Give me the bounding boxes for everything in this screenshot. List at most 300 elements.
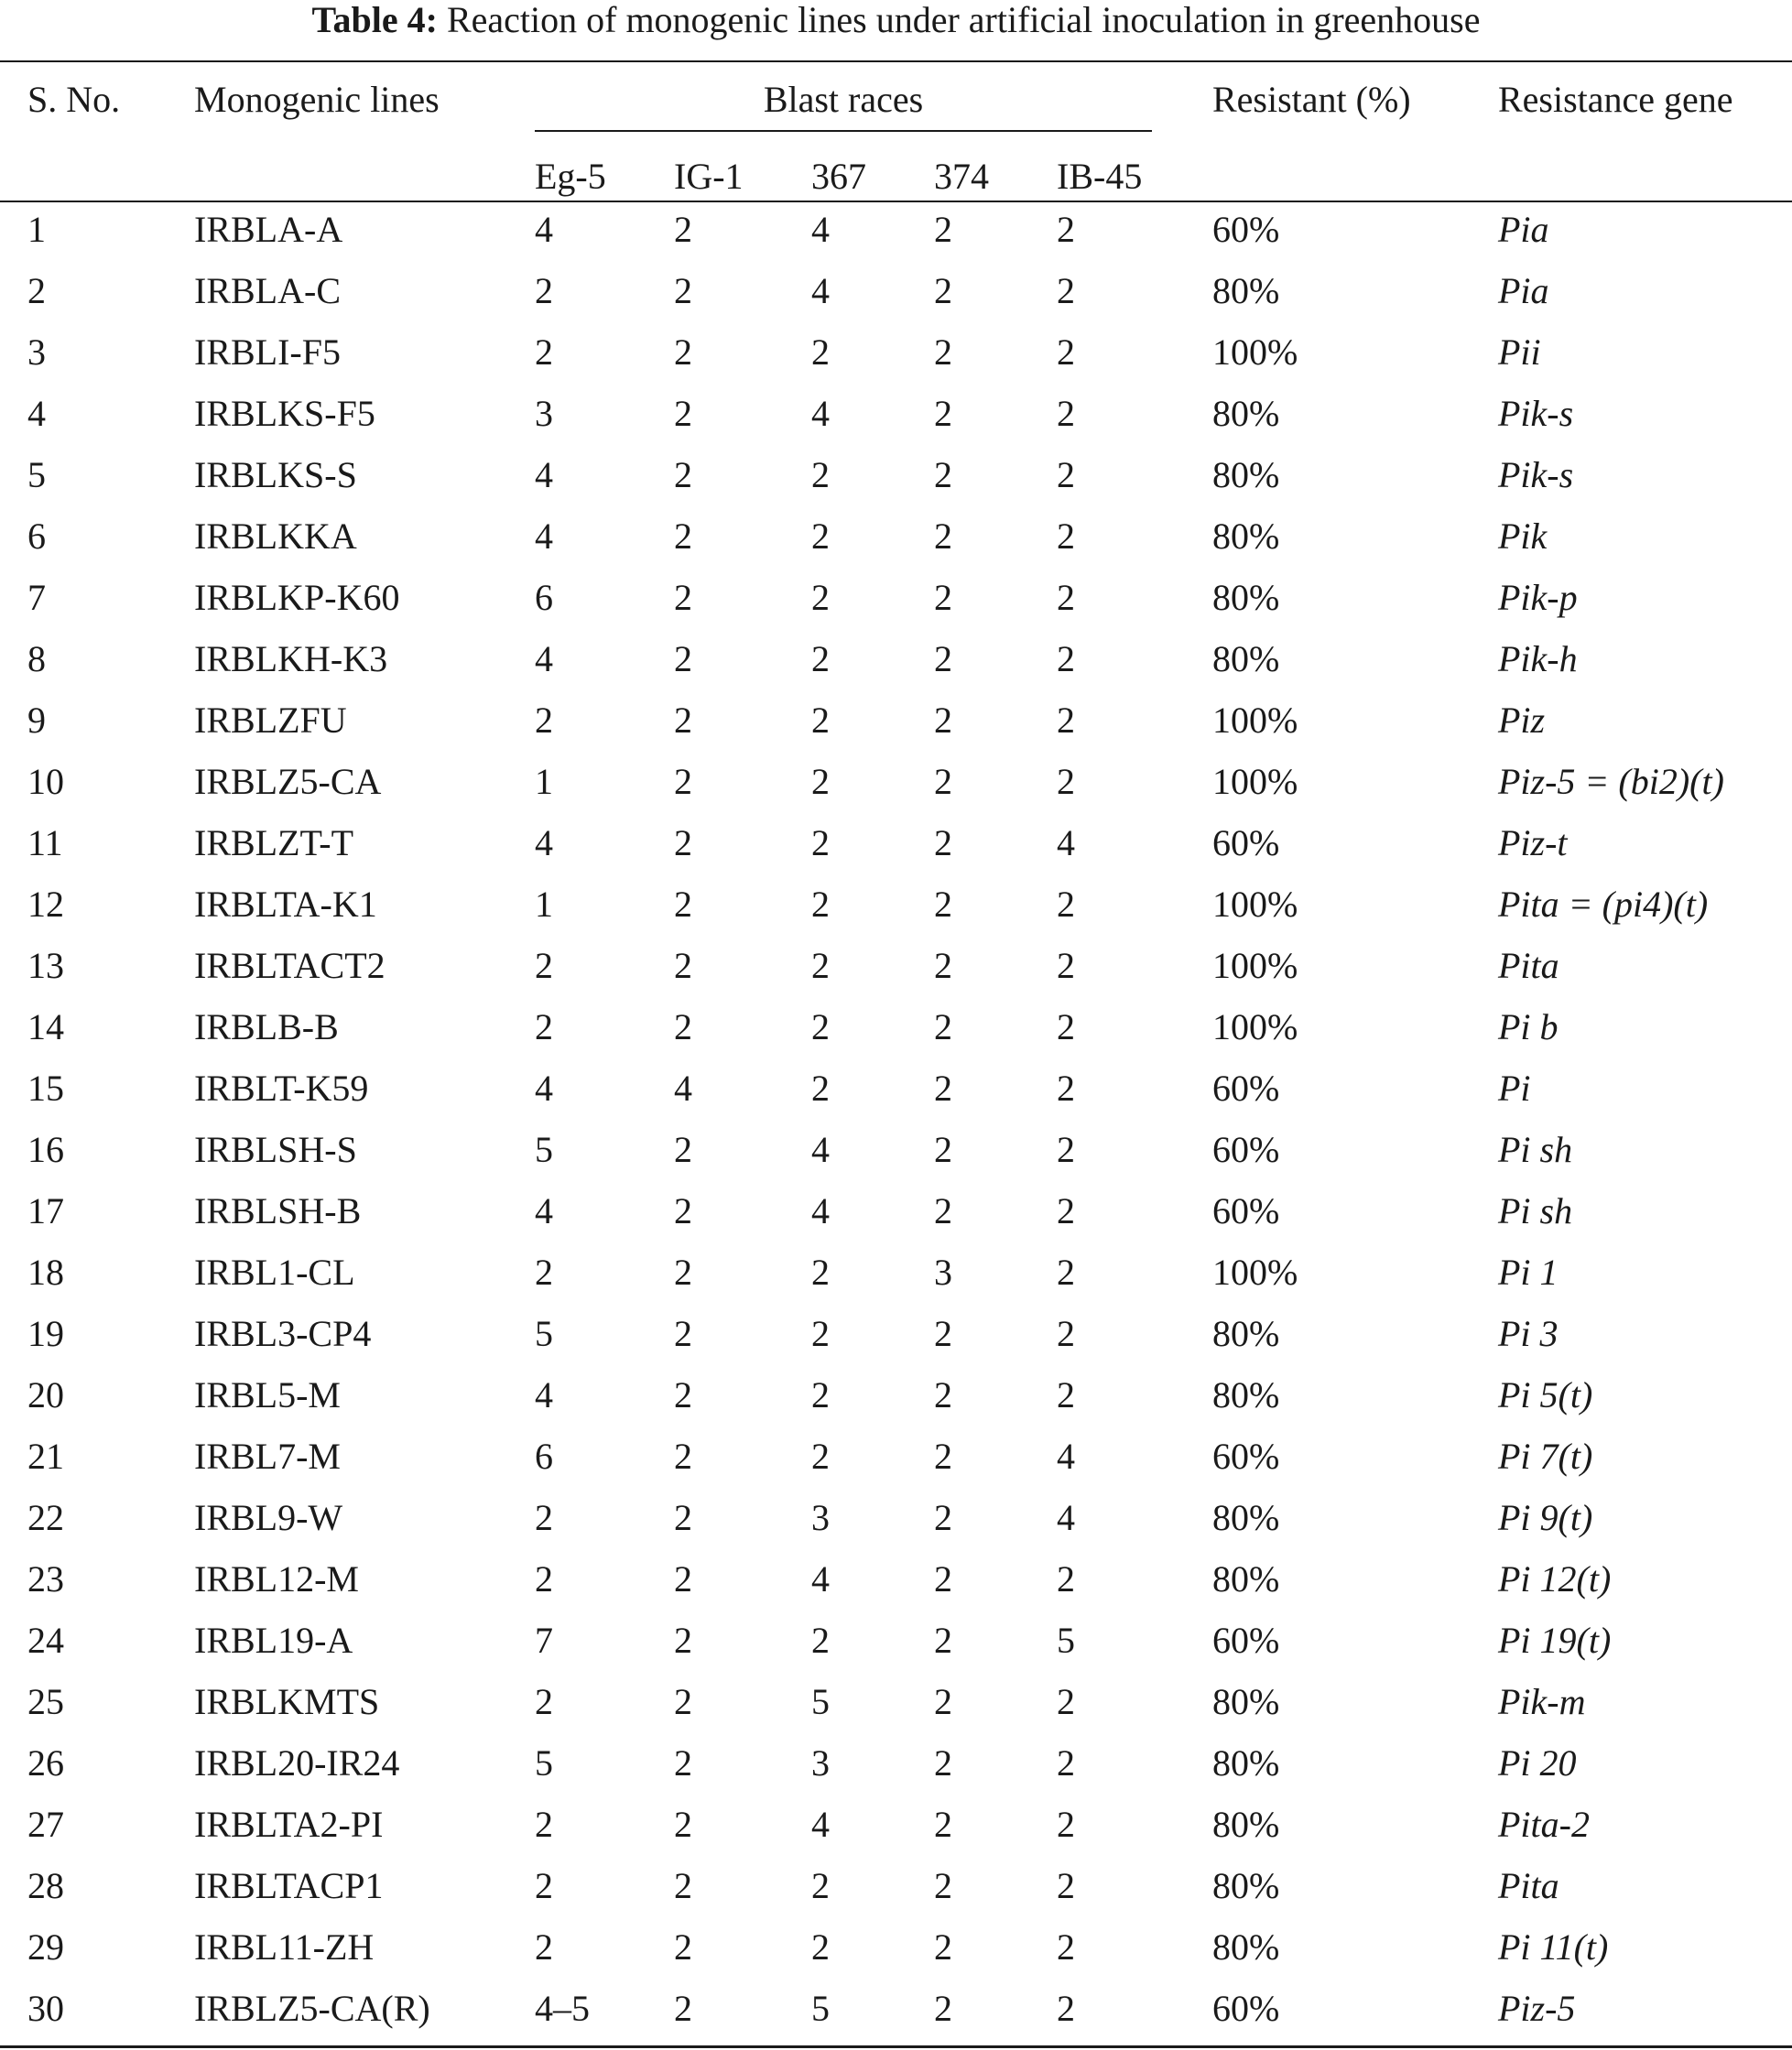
cell-sno: 18 bbox=[27, 1252, 64, 1293]
cell-resistant: 100% bbox=[1212, 1252, 1298, 1293]
table-row bbox=[0, 1804, 1792, 1865]
cell-race-367: 2 bbox=[811, 1313, 830, 1354]
cell-race-374: 2 bbox=[934, 270, 952, 311]
cell-monogenic-line: IRBLZFU bbox=[194, 700, 347, 741]
cell-sno: 26 bbox=[27, 1742, 64, 1784]
cell-race-ig1: 2 bbox=[674, 515, 692, 557]
table-row bbox=[0, 884, 1792, 945]
cell-race-eg5: 2 bbox=[535, 331, 553, 373]
cell-race-374: 2 bbox=[934, 1988, 952, 2029]
cell-race-ig1: 2 bbox=[674, 577, 692, 618]
cell-resistant: 80% bbox=[1212, 1742, 1280, 1784]
cell-race-eg5: 2 bbox=[535, 1497, 553, 1538]
cell-race-ig1: 2 bbox=[674, 1620, 692, 1661]
cell-monogenic-line: IRBLA-C bbox=[194, 270, 341, 311]
cell-resistant: 80% bbox=[1212, 393, 1280, 434]
cell-race-367: 5 bbox=[811, 1988, 830, 2029]
cell-race-eg5: 2 bbox=[535, 1558, 553, 1600]
cell-race-ig1: 2 bbox=[674, 638, 692, 679]
cell-monogenic-line: IRBLTACT2 bbox=[194, 945, 386, 986]
cell-race-374: 2 bbox=[934, 454, 952, 495]
cell-monogenic-line: IRBL20-IR24 bbox=[194, 1742, 400, 1784]
cell-resistance-gene: Pi 5(t) bbox=[1498, 1374, 1593, 1415]
cell-race-ig1: 2 bbox=[674, 1374, 692, 1415]
cell-race-ib45: 2 bbox=[1057, 1006, 1075, 1047]
cell-race-374: 2 bbox=[934, 577, 952, 618]
cell-race-ib45: 5 bbox=[1057, 1620, 1075, 1661]
cell-race-374: 2 bbox=[934, 822, 952, 863]
header-race-ig1: IG-1 bbox=[674, 156, 744, 197]
cell-resistance-gene: Pi sh bbox=[1498, 1190, 1573, 1231]
cell-sno: 1 bbox=[27, 209, 46, 250]
cell-resistant: 100% bbox=[1212, 884, 1298, 925]
table-row bbox=[0, 331, 1792, 393]
cell-resistant: 100% bbox=[1212, 331, 1298, 373]
cell-race-374: 2 bbox=[934, 1497, 952, 1538]
cell-monogenic-line: IRBL5-M bbox=[194, 1374, 341, 1415]
cell-race-ig1: 2 bbox=[674, 945, 692, 986]
table-top-rule bbox=[0, 60, 1792, 62]
cell-race-ib45: 2 bbox=[1057, 638, 1075, 679]
cell-race-367: 4 bbox=[811, 393, 830, 434]
cell-resistance-gene: Pi 7(t) bbox=[1498, 1436, 1593, 1477]
cell-race-ig1: 2 bbox=[674, 700, 692, 741]
cell-race-ig1: 2 bbox=[674, 884, 692, 925]
cell-resistance-gene: Pi 12(t) bbox=[1498, 1558, 1612, 1600]
cell-sno: 3 bbox=[27, 331, 46, 373]
cell-resistant: 80% bbox=[1212, 270, 1280, 311]
cell-race-367: 4 bbox=[811, 209, 830, 250]
cell-race-eg5: 5 bbox=[535, 1742, 553, 1784]
cell-resistant: 60% bbox=[1212, 1129, 1280, 1170]
cell-monogenic-line: IRBLKH-K3 bbox=[194, 638, 388, 679]
cell-monogenic-line: IRBLKKA bbox=[194, 515, 357, 557]
cell-race-ig1: 2 bbox=[674, 1497, 692, 1538]
cell-race-ib45: 2 bbox=[1057, 1681, 1075, 1722]
cell-resistance-gene: Pi 20 bbox=[1498, 1742, 1577, 1784]
cell-resistant: 100% bbox=[1212, 945, 1298, 986]
table-row bbox=[0, 1620, 1792, 1681]
cell-race-367: 3 bbox=[811, 1742, 830, 1784]
cell-race-374: 2 bbox=[934, 1742, 952, 1784]
cell-race-ib45: 2 bbox=[1057, 1252, 1075, 1293]
cell-sno: 13 bbox=[27, 945, 64, 986]
cell-race-ig1: 2 bbox=[674, 1558, 692, 1600]
cell-resistance-gene: Piz-5 = (bi2)(t) bbox=[1498, 761, 1724, 802]
cell-monogenic-line: IRBL19-A bbox=[194, 1620, 353, 1661]
cell-race-ib45: 2 bbox=[1057, 209, 1075, 250]
cell-race-374: 2 bbox=[934, 761, 952, 802]
cell-resistant: 60% bbox=[1212, 1190, 1280, 1231]
cell-sno: 11 bbox=[27, 822, 63, 863]
cell-race-ib45: 2 bbox=[1057, 270, 1075, 311]
cell-race-367: 4 bbox=[811, 1190, 830, 1231]
cell-sno: 19 bbox=[27, 1313, 64, 1354]
cell-race-eg5: 6 bbox=[535, 1436, 553, 1477]
table-row bbox=[0, 1006, 1792, 1068]
cell-race-367: 2 bbox=[811, 1865, 830, 1906]
header-race-374: 374 bbox=[934, 156, 989, 197]
cell-race-367: 4 bbox=[811, 1804, 830, 1845]
cell-race-eg5: 2 bbox=[535, 1006, 553, 1047]
table-row bbox=[0, 1988, 1792, 2049]
cell-sno: 15 bbox=[27, 1068, 64, 1109]
cell-race-ig1: 2 bbox=[674, 1190, 692, 1231]
cell-race-eg5: 4 bbox=[535, 515, 553, 557]
cell-resistance-gene: Pik-s bbox=[1498, 454, 1574, 495]
cell-resistant: 80% bbox=[1212, 515, 1280, 557]
cell-race-eg5: 7 bbox=[535, 1620, 553, 1661]
cell-race-eg5: 4–5 bbox=[535, 1988, 590, 2029]
table-row bbox=[0, 454, 1792, 515]
cell-resistant: 100% bbox=[1212, 1006, 1298, 1047]
cell-race-367: 2 bbox=[811, 700, 830, 741]
cell-race-374: 3 bbox=[934, 1252, 952, 1293]
table-row bbox=[0, 577, 1792, 638]
cell-race-eg5: 4 bbox=[535, 1374, 553, 1415]
cell-resistant: 100% bbox=[1212, 761, 1298, 802]
table-row bbox=[0, 822, 1792, 884]
cell-sno: 14 bbox=[27, 1006, 64, 1047]
cell-race-ib45: 2 bbox=[1057, 515, 1075, 557]
cell-sno: 4 bbox=[27, 393, 46, 434]
cell-resistance-gene: Pi 11(t) bbox=[1498, 1926, 1609, 1968]
cell-race-eg5: 2 bbox=[535, 945, 553, 986]
cell-race-ib45: 2 bbox=[1057, 1558, 1075, 1600]
cell-race-374: 2 bbox=[934, 1558, 952, 1600]
cell-sno: 27 bbox=[27, 1804, 64, 1845]
cell-monogenic-line: IRBLB-B bbox=[194, 1006, 339, 1047]
cell-race-367: 2 bbox=[811, 884, 830, 925]
cell-race-367: 5 bbox=[811, 1681, 830, 1722]
cell-sno: 23 bbox=[27, 1558, 64, 1600]
cell-race-374: 2 bbox=[934, 209, 952, 250]
cell-race-367: 2 bbox=[811, 454, 830, 495]
cell-race-374: 2 bbox=[934, 1006, 952, 1047]
cell-race-ib45: 2 bbox=[1057, 1865, 1075, 1906]
cell-race-367: 2 bbox=[811, 1926, 830, 1968]
cell-race-ig1: 2 bbox=[674, 1865, 692, 1906]
cell-monogenic-line: IRBLA-A bbox=[194, 209, 343, 250]
cell-sno: 2 bbox=[27, 270, 46, 311]
header-monogenic-lines: Monogenic lines bbox=[194, 79, 440, 120]
cell-monogenic-line: IRBLSH-B bbox=[194, 1190, 362, 1231]
cell-race-374: 2 bbox=[934, 1190, 952, 1231]
cell-race-374: 2 bbox=[934, 1681, 952, 1722]
cell-race-eg5: 2 bbox=[535, 1926, 553, 1968]
cell-race-367: 4 bbox=[811, 1129, 830, 1170]
table-row bbox=[0, 1558, 1792, 1620]
cell-sno: 22 bbox=[27, 1497, 64, 1538]
cell-sno: 12 bbox=[27, 884, 64, 925]
cell-race-ib45: 2 bbox=[1057, 1190, 1075, 1231]
cell-race-374: 2 bbox=[934, 1374, 952, 1415]
cell-sno: 8 bbox=[27, 638, 46, 679]
cell-monogenic-line: IRBL1-CL bbox=[194, 1252, 355, 1293]
cell-race-ib45: 2 bbox=[1057, 761, 1075, 802]
cell-race-eg5: 4 bbox=[535, 638, 553, 679]
cell-resistance-gene: Pi 1 bbox=[1498, 1252, 1558, 1293]
cell-resistance-gene: Piz bbox=[1498, 700, 1546, 741]
cell-race-eg5: 1 bbox=[535, 761, 553, 802]
cell-resistance-gene: Pik bbox=[1498, 515, 1548, 557]
cell-race-374: 2 bbox=[934, 1436, 952, 1477]
cell-resistant: 60% bbox=[1212, 1988, 1280, 2029]
cell-race-374: 2 bbox=[934, 945, 952, 986]
cell-race-ib45: 2 bbox=[1057, 1926, 1075, 1968]
cell-race-374: 2 bbox=[934, 1620, 952, 1661]
cell-race-ib45: 2 bbox=[1057, 454, 1075, 495]
cell-race-ib45: 2 bbox=[1057, 1742, 1075, 1784]
cell-resistance-gene: Pi bbox=[1498, 1068, 1531, 1109]
cell-race-367: 2 bbox=[811, 1252, 830, 1293]
cell-race-367: 3 bbox=[811, 1497, 830, 1538]
cell-monogenic-line: IRBL7-M bbox=[194, 1436, 341, 1477]
cell-race-eg5: 2 bbox=[535, 1252, 553, 1293]
cell-race-ig1: 2 bbox=[674, 1436, 692, 1477]
table-row bbox=[0, 1313, 1792, 1374]
cell-race-374: 2 bbox=[934, 1068, 952, 1109]
cell-sno: 24 bbox=[27, 1620, 64, 1661]
cell-race-eg5: 2 bbox=[535, 270, 553, 311]
table-caption-text: Reaction of monogenic lines under artificial inoculation in greenhouse bbox=[446, 0, 1481, 40]
cell-monogenic-line: IRBLZ5-CA(R) bbox=[194, 1988, 430, 2029]
cell-sno: 28 bbox=[27, 1865, 64, 1906]
cell-sno: 17 bbox=[27, 1190, 64, 1231]
cell-race-ib45: 2 bbox=[1057, 1374, 1075, 1415]
cell-race-ig1: 2 bbox=[674, 454, 692, 495]
cell-resistant: 80% bbox=[1212, 638, 1280, 679]
cell-race-367: 2 bbox=[811, 1374, 830, 1415]
cell-race-367: 2 bbox=[811, 331, 830, 373]
blast-races-underline bbox=[535, 130, 1152, 132]
table-row bbox=[0, 1926, 1792, 1988]
cell-race-eg5: 2 bbox=[535, 1681, 553, 1722]
cell-sno: 25 bbox=[27, 1681, 64, 1722]
cell-sno: 7 bbox=[27, 577, 46, 618]
cell-race-367: 4 bbox=[811, 270, 830, 311]
cell-race-ig1: 2 bbox=[674, 393, 692, 434]
cell-race-ig1: 2 bbox=[674, 1313, 692, 1354]
cell-race-ig1: 2 bbox=[674, 1006, 692, 1047]
header-sno: S. No. bbox=[27, 79, 121, 120]
header-resistant: Resistant (%) bbox=[1212, 79, 1411, 120]
cell-race-ig1: 2 bbox=[674, 1681, 692, 1722]
cell-sno: 10 bbox=[27, 761, 64, 802]
cell-race-eg5: 2 bbox=[535, 1804, 553, 1845]
cell-race-374: 2 bbox=[934, 1313, 952, 1354]
cell-race-374: 2 bbox=[934, 1865, 952, 1906]
cell-resistant: 80% bbox=[1212, 454, 1280, 495]
cell-race-ig1: 2 bbox=[674, 761, 692, 802]
cell-monogenic-line: IRBLZT-T bbox=[194, 822, 354, 863]
table-row bbox=[0, 761, 1792, 822]
cell-race-ib45: 4 bbox=[1057, 822, 1075, 863]
cell-resistance-gene: Pita bbox=[1498, 1865, 1559, 1906]
table-row bbox=[0, 1068, 1792, 1129]
cell-resistance-gene: Pik-h bbox=[1498, 638, 1578, 679]
cell-resistant: 60% bbox=[1212, 822, 1280, 863]
cell-resistant: 80% bbox=[1212, 1374, 1280, 1415]
cell-resistance-gene: Pi 19(t) bbox=[1498, 1620, 1612, 1661]
table-row bbox=[0, 638, 1792, 700]
cell-race-374: 2 bbox=[934, 700, 952, 741]
table-row bbox=[0, 1374, 1792, 1436]
cell-race-eg5: 4 bbox=[535, 209, 553, 250]
cell-resistance-gene: Pia bbox=[1498, 209, 1549, 250]
cell-race-ib45: 2 bbox=[1057, 577, 1075, 618]
cell-monogenic-line: IRBLSH-S bbox=[194, 1129, 357, 1170]
cell-monogenic-line: IRBLKS-S bbox=[194, 454, 357, 495]
cell-race-367: 2 bbox=[811, 638, 830, 679]
cell-resistant: 60% bbox=[1212, 209, 1280, 250]
cell-resistance-gene: Pi b bbox=[1498, 1006, 1558, 1047]
cell-monogenic-line: IRBLTA-K1 bbox=[194, 884, 377, 925]
cell-race-367: 2 bbox=[811, 761, 830, 802]
table-row bbox=[0, 1497, 1792, 1558]
cell-race-eg5: 2 bbox=[535, 1865, 553, 1906]
cell-resistant: 80% bbox=[1212, 1681, 1280, 1722]
cell-race-374: 2 bbox=[934, 1804, 952, 1845]
cell-race-ig1: 2 bbox=[674, 331, 692, 373]
cell-race-eg5: 4 bbox=[535, 1190, 553, 1231]
cell-resistance-gene: Pii bbox=[1498, 331, 1541, 373]
cell-resistance-gene: Pik-s bbox=[1498, 393, 1574, 434]
cell-race-ib45: 4 bbox=[1057, 1497, 1075, 1538]
cell-resistant: 100% bbox=[1212, 700, 1298, 741]
cell-resistant: 80% bbox=[1212, 1865, 1280, 1906]
cell-race-ig1: 2 bbox=[674, 209, 692, 250]
cell-resistance-gene: Pik-p bbox=[1498, 577, 1578, 618]
cell-race-ib45: 2 bbox=[1057, 1129, 1075, 1170]
cell-resistant: 80% bbox=[1212, 1558, 1280, 1600]
table-row bbox=[0, 209, 1792, 270]
cell-race-367: 2 bbox=[811, 1068, 830, 1109]
cell-sno: 6 bbox=[27, 515, 46, 557]
cell-resistance-gene: Pita bbox=[1498, 945, 1559, 986]
cell-race-eg5: 5 bbox=[535, 1313, 553, 1354]
cell-resistance-gene: Piz-5 bbox=[1498, 1988, 1576, 2029]
table-row bbox=[0, 1681, 1792, 1742]
table-row bbox=[0, 1129, 1792, 1190]
cell-race-ig1: 4 bbox=[674, 1068, 692, 1109]
table-row bbox=[0, 1742, 1792, 1804]
header-race-eg5: Eg-5 bbox=[535, 156, 606, 197]
table-header-rule bbox=[0, 201, 1792, 202]
cell-sno: 16 bbox=[27, 1129, 64, 1170]
cell-resistant: 60% bbox=[1212, 1620, 1280, 1661]
cell-race-eg5: 2 bbox=[535, 700, 553, 741]
table-row bbox=[0, 270, 1792, 331]
cell-monogenic-line: IRBL9-W bbox=[194, 1497, 343, 1538]
cell-sno: 29 bbox=[27, 1926, 64, 1968]
cell-resistant: 80% bbox=[1212, 577, 1280, 618]
cell-race-374: 2 bbox=[934, 1129, 952, 1170]
table-caption bbox=[0, 0, 1792, 49]
header-blast-races: Blast races bbox=[763, 79, 924, 120]
cell-race-ig1: 2 bbox=[674, 270, 692, 311]
table-row bbox=[0, 700, 1792, 761]
cell-race-ib45: 2 bbox=[1057, 1313, 1075, 1354]
cell-monogenic-line: IRBLT-K59 bbox=[194, 1068, 369, 1109]
cell-race-367: 2 bbox=[811, 822, 830, 863]
cell-monogenic-line: IRBLI-F5 bbox=[194, 331, 341, 373]
cell-race-367: 2 bbox=[811, 515, 830, 557]
cell-sno: 20 bbox=[27, 1374, 64, 1415]
cell-resistant: 80% bbox=[1212, 1313, 1280, 1354]
cell-race-ig1: 2 bbox=[674, 1129, 692, 1170]
cell-race-367: 2 bbox=[811, 577, 830, 618]
cell-race-eg5: 4 bbox=[535, 454, 553, 495]
cell-sno: 9 bbox=[27, 700, 46, 741]
cell-resistant: 60% bbox=[1212, 1068, 1280, 1109]
cell-race-ig1: 2 bbox=[674, 1988, 692, 2029]
cell-resistance-gene: Pi 3 bbox=[1498, 1313, 1558, 1354]
header-race-ib45: IB-45 bbox=[1057, 156, 1143, 197]
cell-race-ig1: 2 bbox=[674, 1252, 692, 1293]
cell-resistant: 80% bbox=[1212, 1497, 1280, 1538]
cell-monogenic-line: IRBLZ5-CA bbox=[194, 761, 382, 802]
cell-race-ib45: 2 bbox=[1057, 331, 1075, 373]
cell-race-367: 2 bbox=[811, 1006, 830, 1047]
table-caption-label: Table 4: bbox=[311, 0, 438, 40]
cell-resistance-gene: Pik-m bbox=[1498, 1681, 1586, 1722]
table-row bbox=[0, 1252, 1792, 1313]
cell-race-ig1: 2 bbox=[674, 1926, 692, 1968]
table-row bbox=[0, 1865, 1792, 1926]
cell-race-eg5: 1 bbox=[535, 884, 553, 925]
cell-race-ig1: 2 bbox=[674, 1804, 692, 1845]
cell-resistant: 80% bbox=[1212, 1926, 1280, 1968]
cell-race-367: 2 bbox=[811, 945, 830, 986]
cell-race-ig1: 2 bbox=[674, 1742, 692, 1784]
cell-race-ib45: 2 bbox=[1057, 884, 1075, 925]
table-row bbox=[0, 1190, 1792, 1252]
cell-resistant: 80% bbox=[1212, 1804, 1280, 1845]
cell-race-ig1: 2 bbox=[674, 822, 692, 863]
header-race-367: 367 bbox=[811, 156, 866, 197]
table-bottom-rule bbox=[0, 2045, 1792, 2048]
cell-race-367: 2 bbox=[811, 1436, 830, 1477]
cell-race-ib45: 2 bbox=[1057, 700, 1075, 741]
cell-race-ib45: 2 bbox=[1057, 1804, 1075, 1845]
cell-resistance-gene: Pia bbox=[1498, 270, 1549, 311]
header-resistance-gene: Resistance gene bbox=[1498, 79, 1733, 120]
cell-resistant: 60% bbox=[1212, 1436, 1280, 1477]
cell-race-374: 2 bbox=[934, 331, 952, 373]
cell-resistance-gene: Pita = (pi4)(t) bbox=[1498, 884, 1709, 925]
cell-race-374: 2 bbox=[934, 1926, 952, 1968]
table-row bbox=[0, 1436, 1792, 1497]
cell-race-eg5: 3 bbox=[535, 393, 553, 434]
cell-monogenic-line: IRBLKP-K60 bbox=[194, 577, 400, 618]
cell-monogenic-line: IRBL11-ZH bbox=[194, 1926, 375, 1968]
cell-monogenic-line: IRBLTA2-PI bbox=[194, 1804, 384, 1845]
table-row bbox=[0, 515, 1792, 577]
cell-race-374: 2 bbox=[934, 638, 952, 679]
cell-race-ib45: 2 bbox=[1057, 945, 1075, 986]
cell-race-ib45: 2 bbox=[1057, 1068, 1075, 1109]
cell-monogenic-line: IRBLKMTS bbox=[194, 1681, 380, 1722]
cell-race-374: 2 bbox=[934, 884, 952, 925]
cell-race-ib45: 4 bbox=[1057, 1436, 1075, 1477]
cell-sno: 5 bbox=[27, 454, 46, 495]
cell-resistance-gene: Pita-2 bbox=[1498, 1804, 1590, 1845]
cell-monogenic-line: IRBLTACP1 bbox=[194, 1865, 384, 1906]
table-row bbox=[0, 945, 1792, 1006]
cell-resistance-gene: Pi 9(t) bbox=[1498, 1497, 1593, 1538]
cell-race-eg5: 5 bbox=[535, 1129, 553, 1170]
